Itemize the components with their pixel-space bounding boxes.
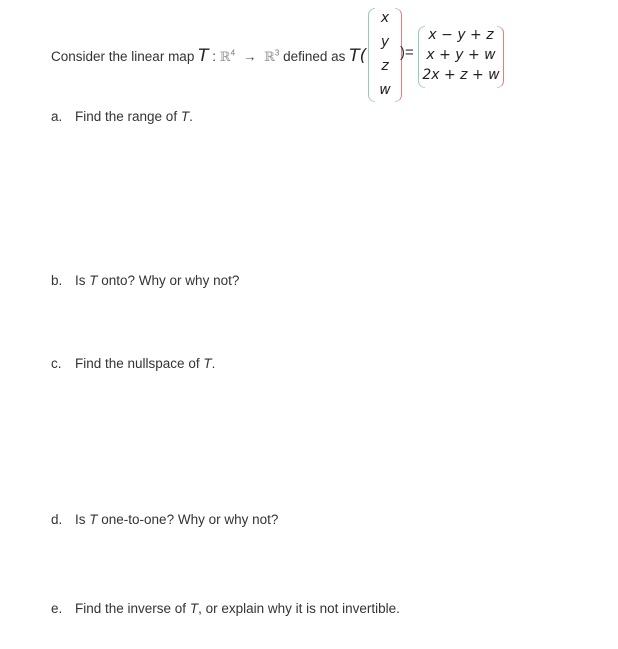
problem-statement [51,46,366,66]
map-applied: T( [349,46,367,66]
vector-entry: y [380,34,390,50]
arrow-icon: → [242,49,257,64]
map-symbol: T [198,46,209,66]
codomain-space: ℝ [264,50,275,65]
output-vector [418,26,504,88]
vector-entry: x [380,10,390,26]
question-a: a. Find the range of T. [51,109,193,124]
question-d: d. Is T one-to-one? Why or why not? [51,512,279,527]
intro-text: Consider the linear map [51,49,195,64]
vector-entry: w [379,82,391,98]
defined-as-text: defined as [283,49,346,64]
question-c: c. Find the nullspace of T. [51,356,216,371]
equals-sign: )= [400,44,414,61]
domain-dim: 4 [230,48,236,58]
vector-entry: z [381,58,389,74]
question-e: e. Find the inverse of T, or explain why it is not invertible. [51,601,400,616]
domain-space: ℝ [219,50,231,65]
vector-entry: x − y + z [428,27,494,43]
vector-entry: 2x + z + w [422,67,500,83]
vector-entry: x + y + w [426,47,496,63]
colon: : [212,49,217,64]
question-b: b. Is T onto? Why or why not? [51,273,240,288]
codomain-dim: 3 [274,48,280,58]
input-vector [368,8,402,102]
